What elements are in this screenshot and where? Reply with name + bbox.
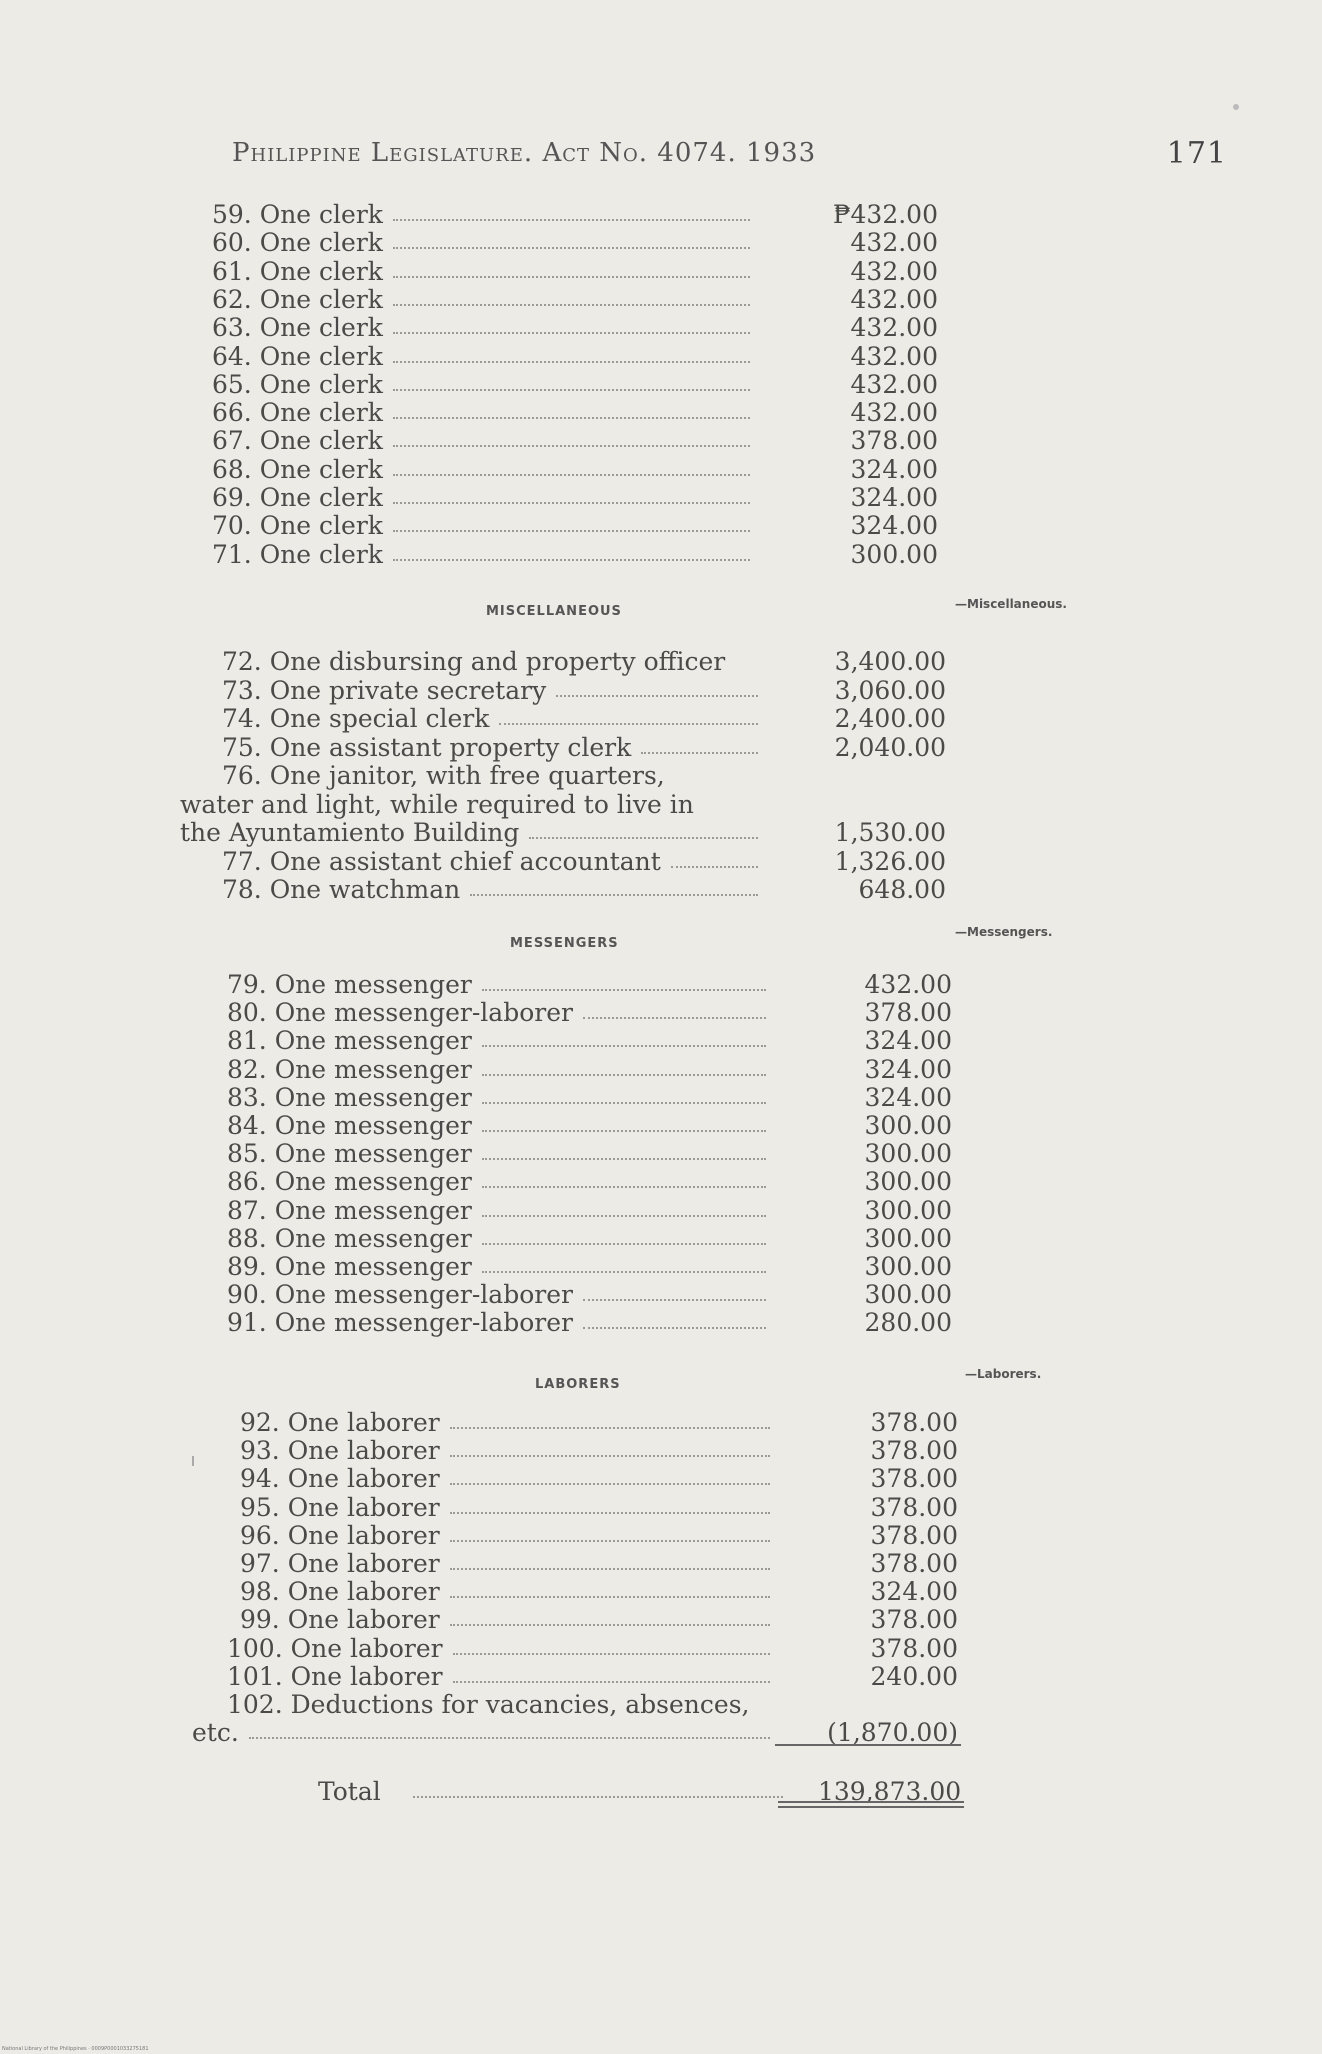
- line-item-amount: 432.00: [850, 256, 938, 286]
- line-item-label: 64. One clerk: [212, 341, 383, 371]
- line-item: [240, 1437, 960, 1465]
- line-item-label: 74. One special clerk: [222, 704, 490, 733]
- line-item-amount: 432.00: [850, 228, 938, 258]
- line-item: [212, 454, 938, 484]
- line-item-label: 88. One messenger: [227, 1223, 472, 1253]
- line-item-label: etc.: [192, 1718, 239, 1748]
- total-rule-2: [778, 1806, 964, 1808]
- line-item-amount: 300.00: [864, 1139, 952, 1169]
- margin-note-messengers: —Messengers.: [955, 925, 1053, 939]
- line-item-label: water and light, while required to live in: [180, 789, 694, 819]
- leader-dots: [393, 445, 750, 447]
- line-item-label: 71. One clerk: [212, 539, 383, 569]
- total-rule-1: [778, 1801, 964, 1803]
- leader-dots: [393, 474, 750, 476]
- line-item: [240, 1522, 960, 1550]
- line-item-amount: 324.00: [850, 454, 938, 484]
- line-item: [212, 313, 938, 343]
- line-item-label: the Ayuntamiento Building: [180, 818, 520, 847]
- line-item: [212, 256, 938, 286]
- line-item-amount: 300.00: [864, 1223, 952, 1253]
- total-label: Total: [318, 1777, 381, 1806]
- line-item-label: 76. One janitor, with free quarters,: [222, 761, 665, 790]
- line-item-amount: 648.00: [858, 875, 946, 904]
- line-item: [212, 483, 938, 512]
- leader-dots: [556, 695, 758, 697]
- line-item-label: 65. One clerk: [212, 369, 383, 399]
- leader-dots: [393, 417, 750, 419]
- leader-dots: [529, 837, 758, 839]
- line-item-amount: 324.00: [864, 1082, 952, 1112]
- line-item-amount: 1,530.00: [834, 818, 946, 847]
- line-item: [240, 1494, 960, 1522]
- line-item: [227, 1195, 952, 1225]
- line-item-label: 98. One laborer: [240, 1577, 440, 1607]
- leader-dots: [393, 389, 750, 391]
- line-item-label: 72. One disbursing and property officer: [222, 647, 726, 676]
- leader-dots: [393, 219, 750, 221]
- line-item-label: 77. One assistant chief accountant: [222, 846, 661, 876]
- line-item-label: 99. One laborer: [240, 1605, 440, 1635]
- leader-dots: [453, 1681, 770, 1683]
- line-item-label: 87. One messenger: [227, 1195, 472, 1225]
- line-item-amount: (1,870.00): [827, 1718, 958, 1748]
- line-item: [212, 200, 938, 229]
- line-item: [212, 341, 938, 371]
- leader-dots: [450, 1624, 770, 1626]
- line-item: [240, 1550, 960, 1578]
- line-item: [222, 647, 946, 676]
- line-item-amount: 378.00: [870, 1633, 958, 1663]
- line-item: [192, 1718, 958, 1748]
- margin-note-laborers: —Laborers.: [965, 1367, 1042, 1381]
- line-item-label: 59. One clerk: [212, 200, 383, 229]
- line-item-amount: 300.00: [864, 1252, 952, 1281]
- leader-dots: [482, 1102, 766, 1104]
- line-item-label: 84. One messenger: [227, 1111, 472, 1140]
- scan-speck: [1233, 104, 1239, 110]
- leader-dots: [583, 1017, 766, 1019]
- leader-dots: [671, 866, 758, 868]
- line-item-amount: 324.00: [850, 511, 938, 541]
- line-item: [222, 762, 942, 790]
- leader-dots: [393, 361, 750, 363]
- line-item: [227, 1308, 952, 1338]
- line-item-amount: 300.00: [864, 1111, 952, 1140]
- total-amount: 139,873.00: [818, 1777, 962, 1806]
- leader-dots: [393, 304, 750, 306]
- line-item-amount: 3,400.00: [834, 647, 946, 676]
- line-item-amount: 300.00: [864, 1195, 952, 1225]
- line-item: [227, 1691, 947, 1719]
- section-heading-messengers: MESSENGERS: [510, 936, 619, 951]
- line-item-label: 68. One clerk: [212, 454, 383, 484]
- leader-dots: [453, 1653, 770, 1655]
- leader-dots: [470, 894, 758, 896]
- line-item-label: 94. One laborer: [240, 1464, 440, 1494]
- section-heading-laborers: LABORERS: [535, 1377, 621, 1392]
- line-item-label: 80. One messenger-laborer: [227, 998, 573, 1028]
- leader-dots: [393, 276, 750, 278]
- line-item: [180, 791, 900, 819]
- line-item-label: 102. Deductions for vacancies, absences,: [227, 1690, 750, 1719]
- line-item: [227, 970, 952, 999]
- line-item-label: 62. One clerk: [212, 284, 383, 314]
- line-item-amount: 324.00: [864, 1054, 952, 1084]
- line-item: [227, 1054, 952, 1084]
- line-item-amount: 240.00: [870, 1661, 958, 1691]
- line-item-label: 91. One messenger-laborer: [227, 1308, 573, 1338]
- line-item-amount: 324.00: [850, 483, 938, 512]
- leader-dots: [583, 1299, 766, 1301]
- line-item-label: 95. One laborer: [240, 1492, 440, 1522]
- line-item-label: 90. One messenger-laborer: [227, 1280, 573, 1310]
- line-item-label: 69. One clerk: [212, 483, 383, 512]
- header-title: Philippine Legislature. Act No. 4074. 1933: [232, 138, 817, 168]
- line-item-amount: 378.00: [870, 1492, 958, 1522]
- leader-dots: [450, 1455, 770, 1457]
- line-item: [222, 675, 946, 705]
- leader-dots: [393, 332, 750, 334]
- line-item-amount: 1,326.00: [834, 846, 946, 876]
- line-item-amount: ₱432.00: [832, 200, 938, 229]
- line-item: [240, 1578, 960, 1606]
- leader-dots: [482, 1074, 766, 1076]
- leader-dots: [450, 1540, 770, 1542]
- line-item-amount: 378.00: [870, 1549, 958, 1578]
- line-item-amount: 378.00: [864, 998, 952, 1028]
- scan-mark: [192, 1456, 194, 1466]
- line-item-label: 81. One messenger: [227, 1026, 472, 1056]
- line-item-label: 79. One messenger: [227, 970, 472, 999]
- leader-dots: [482, 1186, 766, 1188]
- line-item: [212, 539, 938, 569]
- line-item-label: 93. One laborer: [240, 1436, 440, 1466]
- line-item: [240, 1465, 960, 1493]
- line-item-label: 75. One assistant property clerk: [222, 732, 632, 762]
- line-item: [227, 1111, 952, 1140]
- line-item-label: 101. One laborer: [227, 1661, 443, 1691]
- line-item: [222, 732, 946, 762]
- leader-dots: [450, 1512, 770, 1514]
- line-item-amount: 378.00: [870, 1436, 958, 1466]
- line-item-label: 70. One clerk: [212, 511, 383, 541]
- leader-dots: [450, 1427, 770, 1429]
- leader-dots: [482, 1271, 766, 1273]
- line-item-label: 73. One private secretary: [222, 675, 547, 705]
- line-item-amount: 432.00: [850, 369, 938, 399]
- line-item-amount: 378.00: [850, 426, 938, 456]
- line-item-amount: 3,060.00: [834, 675, 946, 705]
- line-item-amount: 432.00: [850, 398, 938, 428]
- line-item-amount: 280.00: [864, 1308, 952, 1338]
- line-item-amount: 2,400.00: [834, 704, 946, 733]
- leader-dots: [450, 1483, 770, 1485]
- line-item: [227, 998, 952, 1028]
- line-item: [212, 369, 938, 399]
- leader-dots: [482, 1243, 766, 1245]
- line-item: [212, 426, 938, 456]
- leader-dots: [393, 502, 750, 504]
- line-item-label: 83. One messenger: [227, 1082, 472, 1112]
- total-leader-dots: [413, 1796, 783, 1798]
- line-item-label: 92. One laborer: [240, 1408, 440, 1437]
- margin-note-miscellaneous: —Miscellaneous.: [955, 597, 1067, 611]
- line-item-label: 67. One clerk: [212, 426, 383, 456]
- line-item-amount: 432.00: [850, 313, 938, 343]
- line-item: [227, 1633, 958, 1663]
- line-item: [212, 228, 938, 258]
- line-item-label: 78. One watchman: [222, 875, 461, 904]
- line-item: [222, 875, 946, 904]
- line-item-label: 82. One messenger: [227, 1054, 472, 1084]
- line-item: [222, 846, 946, 876]
- leader-dots: [450, 1596, 770, 1598]
- line-item: [240, 1409, 960, 1437]
- line-item: [212, 284, 938, 314]
- leader-dots: [641, 752, 758, 754]
- leader-dots: [393, 247, 750, 249]
- leader-dots: [482, 1130, 766, 1132]
- scan-credit: National Library of the Philippines · 0009P0001033275181: [2, 2046, 149, 2052]
- leader-dots: [583, 1327, 766, 1329]
- line-item-label: 60. One clerk: [212, 228, 383, 258]
- line-item-amount: 300.00: [864, 1280, 952, 1310]
- line-item: [227, 1026, 952, 1056]
- line-item-amount: 378.00: [870, 1408, 958, 1437]
- line-item: [227, 1280, 952, 1310]
- leader-dots: [482, 1215, 766, 1217]
- line-item: [227, 1252, 952, 1281]
- line-item: [227, 1661, 958, 1691]
- line-item-label: 97. One laborer: [240, 1549, 440, 1578]
- line-item-amount: 324.00: [864, 1026, 952, 1056]
- leader-dots: [499, 723, 758, 725]
- line-item: [227, 1082, 952, 1112]
- line-item: [222, 704, 946, 733]
- line-item-label: 100. One laborer: [227, 1633, 443, 1663]
- line-item-label: 86. One messenger: [227, 1167, 472, 1197]
- leader-dots: [393, 559, 750, 561]
- line-item: [227, 1139, 952, 1169]
- line-item-amount: 300.00: [864, 1167, 952, 1197]
- line-item: [240, 1606, 960, 1634]
- running-header: [232, 136, 1227, 171]
- line-item-label: 61. One clerk: [212, 256, 383, 286]
- line-item-amount: 378.00: [870, 1520, 958, 1550]
- leader-dots: [450, 1568, 770, 1570]
- line-item-amount: 324.00: [870, 1577, 958, 1607]
- page-number: 171: [1166, 136, 1227, 171]
- leader-dots: [482, 1158, 766, 1160]
- line-item-label: 85. One messenger: [227, 1139, 472, 1169]
- line-item-label: 96. One laborer: [240, 1520, 440, 1550]
- line-item-amount: 432.00: [864, 970, 952, 999]
- line-item-amount: 378.00: [870, 1605, 958, 1635]
- line-item-amount: 432.00: [850, 284, 938, 314]
- line-item: [180, 818, 946, 847]
- leader-dots: [482, 989, 766, 991]
- line-item-amount: 378.00: [870, 1464, 958, 1494]
- line-item-label: 89. One messenger: [227, 1252, 472, 1281]
- line-item-amount: 432.00: [850, 341, 938, 371]
- line-item: [212, 398, 938, 428]
- line-item: [212, 511, 938, 541]
- subtotal-rule: [775, 1744, 961, 1746]
- line-item-amount: 300.00: [850, 539, 938, 569]
- line-item: [227, 1223, 952, 1253]
- section-heading-miscellaneous: MISCELLANEOUS: [486, 604, 622, 619]
- line-item-amount: 2,040.00: [834, 732, 946, 762]
- leader-dots: [393, 530, 750, 532]
- line-item: [227, 1167, 952, 1197]
- line-item-label: 63. One clerk: [212, 313, 383, 343]
- line-item-label: 66. One clerk: [212, 398, 383, 428]
- leader-dots: [249, 1737, 770, 1739]
- leader-dots: [482, 1045, 766, 1047]
